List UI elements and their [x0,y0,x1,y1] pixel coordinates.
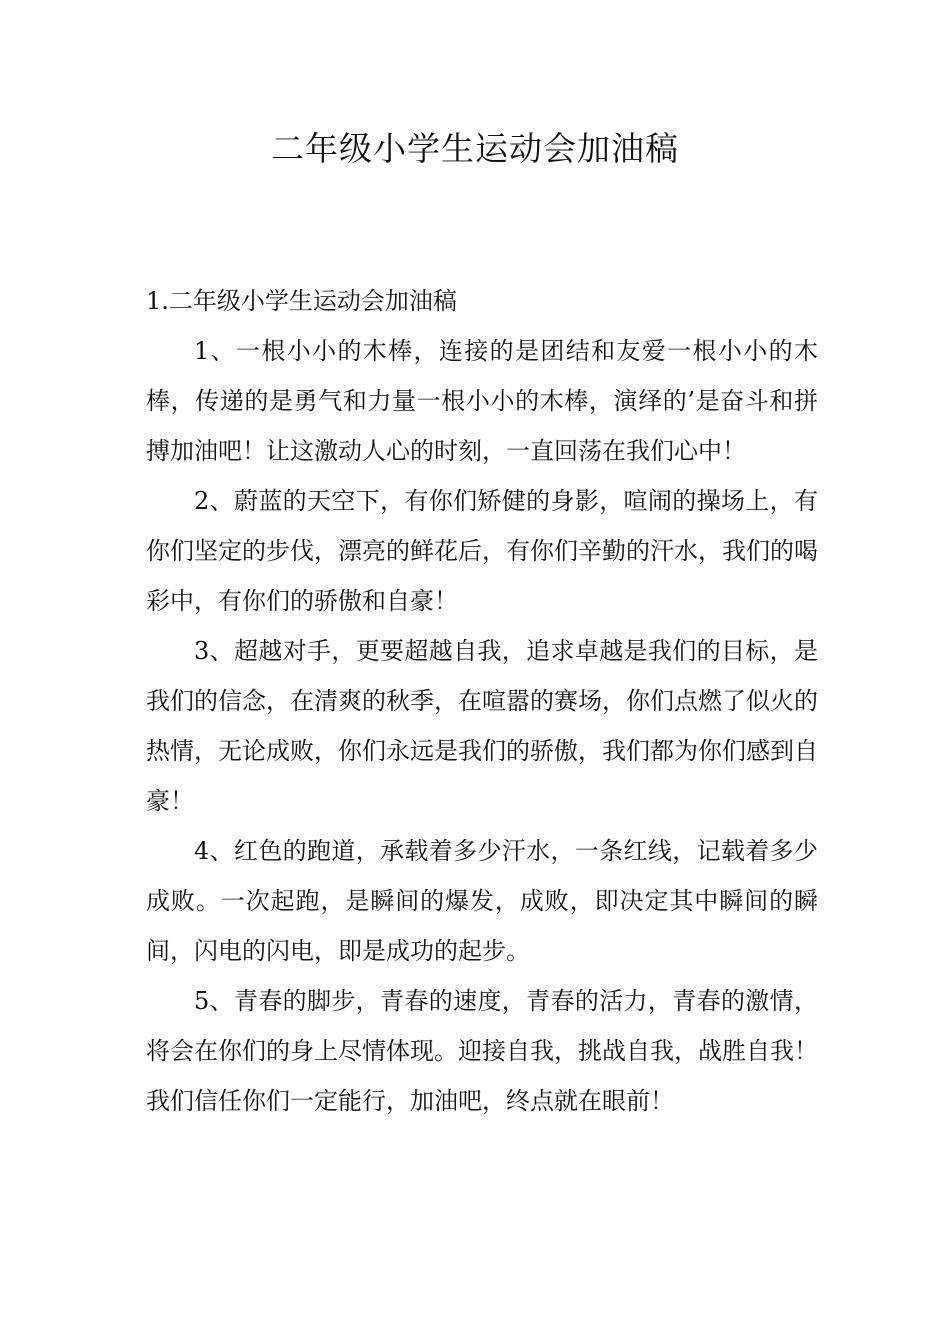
paragraph-3: 3、超越对手，更要超越自我，追求卓越是我们的目标，是我们的信念，在清爽的秋季，在喧嚣的赛场，你们点燃了似火的热情，无论成败，你们永远是我们的骄傲，我们都为你们感到自豪！ [146,637,818,815]
paragraph-1: 1、一根小小的木棒，连接的是团结和友爱一根小小的木棒，传递的是勇气和力量一根小小的木棒，演绎的’是奋斗和拼搏加油吧！让这激动人心的时刻，一直回荡在我们心中！ [146,337,818,465]
document-body [146,276,818,1126]
paragraph-4: 4、红色的跑道，承载着多少汗水，一条红线，记载着多少成败。一次起跑，是瞬间的爆发，成败，即决定其中瞬间的瞬间，闪电的闪电，即是成功的起步。 [146,837,818,965]
section-heading: 1.二年级小学生运动会加油稿 [146,287,457,315]
paragraph-5: 5、青春的脚步，青春的速度，青春的活力，青春的激情，将会在你们的身上尽情体现。迎接自我，挑战自我，战胜自我！我们信任你们一定能行，加油吧，终点就在眼前！ [146,987,818,1115]
document-title: 二年级小学生运动会加油稿 [271,129,679,168]
paragraph-2: 2、蔚蓝的天空下，有你们矫健的身影，喧闹的操场上，有你们坚定的步伐，漂亮的鲜花后，有你们辛勤的汗水，我们的喝彩中，有你们的骄傲和自豪！ [146,487,818,615]
